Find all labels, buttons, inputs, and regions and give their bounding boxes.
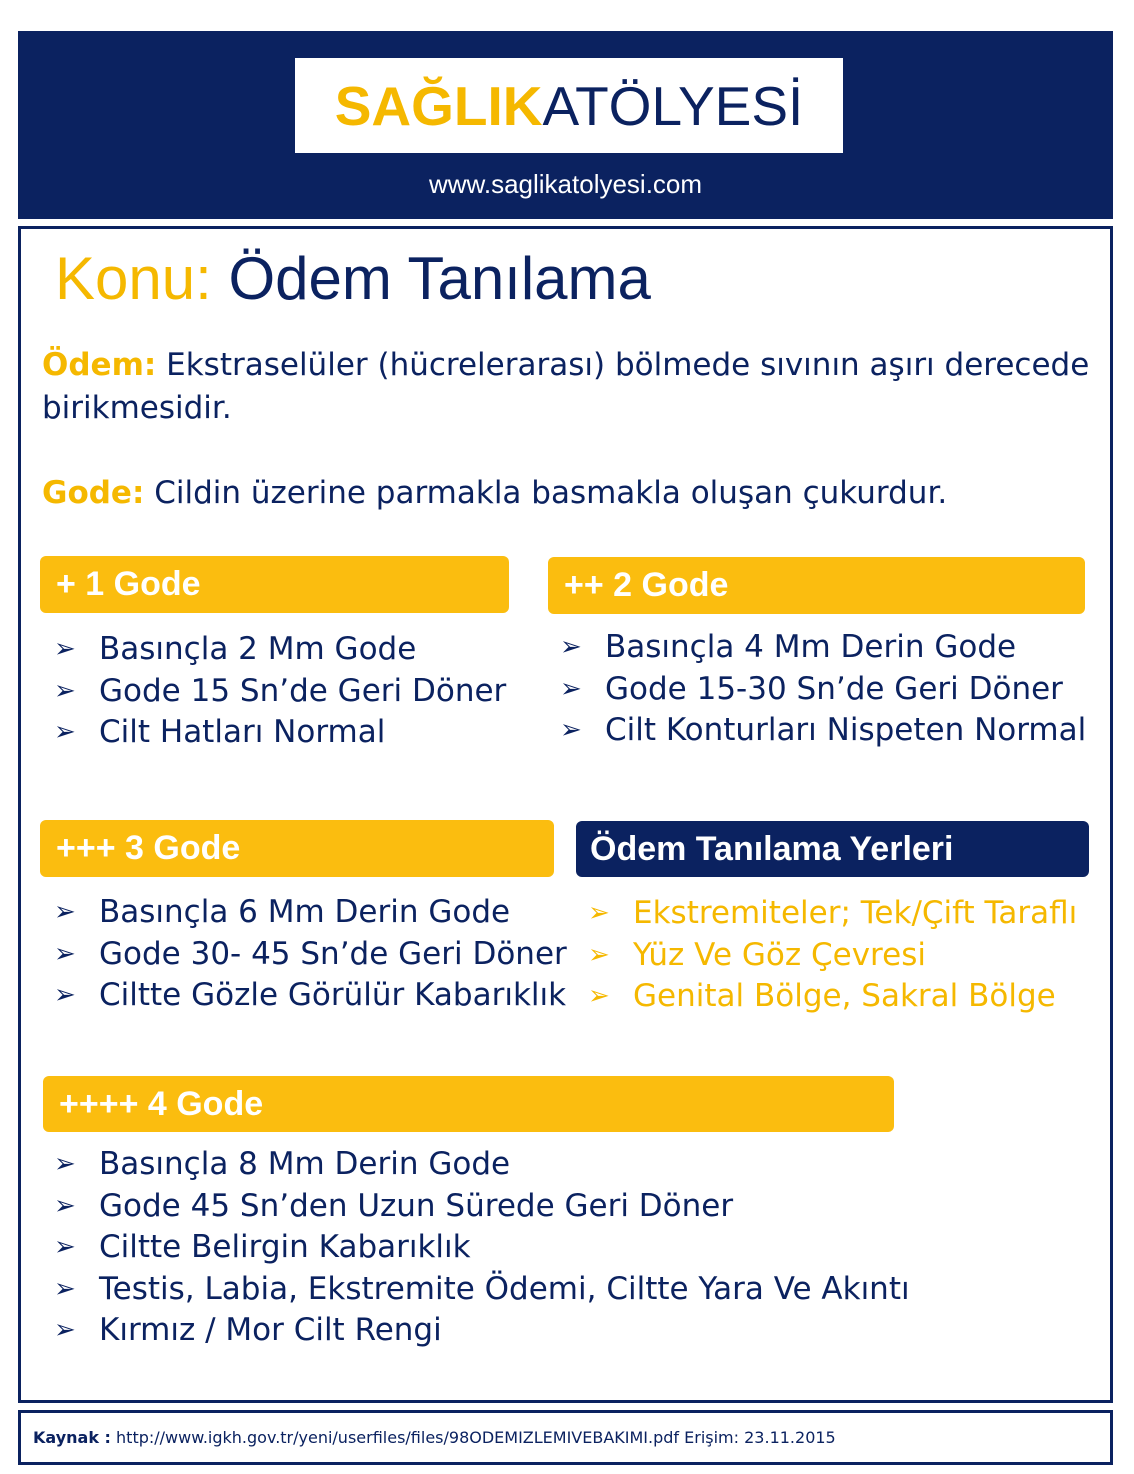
arrow-bullet-icon: ➢ (560, 632, 582, 662)
list-item: ➢ Basınçla 8 Mm Derin Gode (54, 1144, 910, 1186)
list-item: ➢ Genital Bölge, Sakral Bölge (588, 976, 1077, 1018)
logo (295, 58, 843, 153)
list-gode-4 (54, 1144, 910, 1352)
arrow-bullet-icon: ➢ (54, 980, 76, 1010)
logo-part-2: ATÖLYESİ (542, 74, 804, 137)
list-gode-1 (54, 629, 506, 754)
band-gode-2: ++ 2 Gode (548, 557, 1085, 614)
logo-part-1: SAĞLIK (334, 74, 543, 137)
list-item: ➢ Gode 30- 45 Sn’de Geri Döner (54, 934, 567, 976)
arrow-bullet-icon: ➢ (588, 898, 610, 928)
list-item: ➢ Basınçla 4 Mm Derin Gode (560, 627, 1086, 669)
band-gode-4: ++++ 4 Gode (43, 1076, 894, 1132)
definition-term: Gode: (42, 475, 145, 511)
list-item: ➢ Gode 45 Sn’den Uzun Sürede Geri Döner (54, 1186, 910, 1228)
arrow-bullet-icon: ➢ (54, 1273, 76, 1304)
arrow-bullet-icon: ➢ (54, 1315, 76, 1345)
definition-gode (42, 472, 1102, 515)
arrow-bullet-icon: ➢ (54, 1232, 76, 1262)
definition-term: Ödem: (42, 347, 157, 383)
title-prefix: Konu: (55, 245, 212, 312)
arrow-bullet-icon: ➢ (588, 981, 610, 1011)
list-item: ➢ Ekstremiteler; Tek/Çift Taraflı (588, 893, 1077, 935)
arrow-bullet-icon: ➢ (560, 673, 582, 704)
arrow-bullet-icon: ➢ (54, 938, 76, 969)
source-url[interactable]: http://www.igkh.gov.tr/yeni/userfiles/files/98ODEMIZLEMIVEBAKIMI.pdf (116, 1428, 680, 1447)
arrow-bullet-icon: ➢ (54, 1190, 76, 1221)
band-gode-1: + 1 Gode (40, 556, 509, 613)
list-item: ➢ Testis, Labia, Ekstremite Ödemi, Ciltte Yara Ve Akıntı (54, 1269, 910, 1311)
list-diagnosis-places (588, 893, 1077, 1018)
list-gode-2 (560, 627, 1086, 752)
list-item: ➢ Cilt Konturları Nispeten Normal (560, 710, 1086, 752)
website-link[interactable]: www.saglikatolyesi.com (428, 169, 703, 199)
list-gode-3 (54, 892, 567, 1017)
list-item: ➢ Cilt Hatları Normal (54, 712, 506, 754)
arrow-bullet-icon: ➢ (54, 1149, 76, 1179)
arrow-bullet-icon: ➢ (54, 634, 76, 664)
access-date: Erişim: 23.11.2015 (684, 1428, 836, 1447)
definition-odem (42, 344, 1102, 430)
header-banner (18, 31, 1113, 219)
band-gode-3: +++ 3 Gode (40, 820, 554, 877)
arrow-bullet-icon: ➢ (588, 939, 610, 970)
list-item: ➢ Kırmız / Mor Cilt Rengi (54, 1310, 910, 1352)
arrow-bullet-icon: ➢ (54, 675, 76, 706)
arrow-bullet-icon: ➢ (560, 715, 582, 745)
list-item: ➢ Gode 15 Sn’de Geri Döner (54, 671, 506, 713)
content-panel (18, 226, 1113, 1403)
source-label: Kaynak : (33, 1428, 111, 1447)
list-item: ➢ Basınçla 2 Mm Gode (54, 629, 506, 671)
list-item: ➢ Ciltte Belirgin Kabarıklık (54, 1227, 910, 1269)
list-item: ➢ Yüz Ve Göz Çevresi (588, 935, 1077, 977)
list-item: ➢ Gode 15-30 Sn’de Geri Döner (560, 669, 1086, 711)
title-text: Ödem Tanılama (228, 245, 651, 312)
arrow-bullet-icon: ➢ (54, 897, 76, 927)
definition-text: Ekstraselüler (hücrelerarası) bölmede sıvının aşırı derecede birikmesidir. (42, 347, 1090, 426)
list-item: ➢ Basınçla 6 Mm Derin Gode (54, 892, 567, 934)
page-title (55, 244, 651, 313)
definition-text: Cildin üzerine parmakla basmakla oluşan çukurdur. (144, 475, 948, 511)
list-item: ➢ Ciltte Gözle Görülür Kabarıklık (54, 975, 567, 1017)
source-footer (18, 1410, 1113, 1465)
band-diagnosis-places: Ödem Tanılama Yerleri (576, 821, 1089, 877)
arrow-bullet-icon: ➢ (54, 717, 76, 747)
